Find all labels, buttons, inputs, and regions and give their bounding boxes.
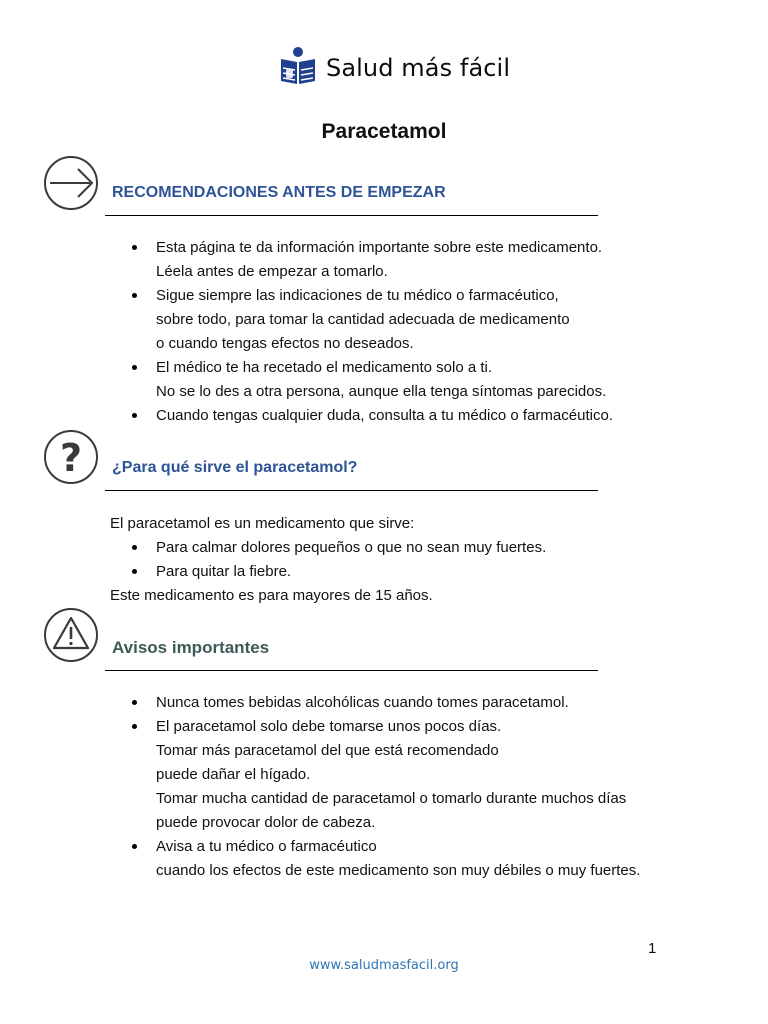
list-item: Avisa a tu médico o farmacéutico cuando los efectos de este medicamento son muy débiles o muy fuertes. bbox=[130, 835, 640, 883]
list-item: Cuando tengas cualquier duda, consulta a tu médico o farmacéutico. bbox=[130, 404, 613, 428]
list-item: Esta página te da información importante sobre este medicamento. Léela antes de empezar a tomarlo. bbox=[130, 236, 613, 284]
list-item: Sigue siempre las indicaciones de tu médico o farmacéutico, sobre todo, para tomar la cantidad adecuada de medicamento o cuando tengas efectos no deseados. bbox=[130, 284, 613, 356]
list-item: El paracetamol solo debe tomarse unos pocos días. Tomar más paracetamol del que está recomendado puede dañar el hígado. Tomar mucha cantidad de paracetamol o tomarlo durante muchos días puede provocar dolor de cabeza. bbox=[130, 715, 640, 835]
age-note: Este medicamento es para mayores de 15 años. bbox=[110, 587, 433, 604]
purpose-intro: El paracetamol es un medicamento que sirve: bbox=[110, 515, 415, 532]
section-heading-purpose: ¿Para qué sirve el paracetamol? bbox=[112, 459, 358, 476]
footer-website-link[interactable]: www.saludmasfacil.org bbox=[309, 958, 459, 973]
list-item: Para quitar la fiebre. bbox=[130, 560, 546, 584]
page-number: 1 bbox=[648, 940, 657, 957]
list-item: Nunca tomes bebidas alcohólicas cuando tomes paracetamol. bbox=[130, 691, 640, 715]
section-heading-warnings: Avisos importantes bbox=[112, 638, 270, 657]
section-divider bbox=[105, 490, 598, 491]
warning-triangle-circle-icon bbox=[42, 606, 100, 664]
svg-text:?: ? bbox=[59, 436, 83, 480]
list-item: El médico te ha recetado el medicamento solo a ti. No se lo des a otra persona, aunque ella tenga síntomas parecidos. bbox=[130, 356, 613, 404]
site-logo bbox=[0, 44, 768, 92]
section-divider bbox=[105, 215, 598, 216]
recommendations-list bbox=[130, 236, 613, 428]
section-divider bbox=[105, 670, 598, 671]
question-circle-icon bbox=[42, 428, 100, 486]
section-heading-recommendations: RECOMENDACIONES ANTES DE EMPEZAR bbox=[112, 184, 446, 201]
logo-text: Salud más fácil bbox=[326, 54, 511, 82]
warnings-list bbox=[130, 691, 640, 883]
arrow-right-circle-icon bbox=[42, 154, 100, 212]
purpose-list bbox=[130, 536, 546, 584]
document-title: Paracetamol bbox=[321, 120, 447, 143]
list-item: Para calmar dolores pequeños o que no sean muy fuertes. bbox=[130, 536, 546, 560]
reader-book-icon bbox=[278, 46, 322, 86]
